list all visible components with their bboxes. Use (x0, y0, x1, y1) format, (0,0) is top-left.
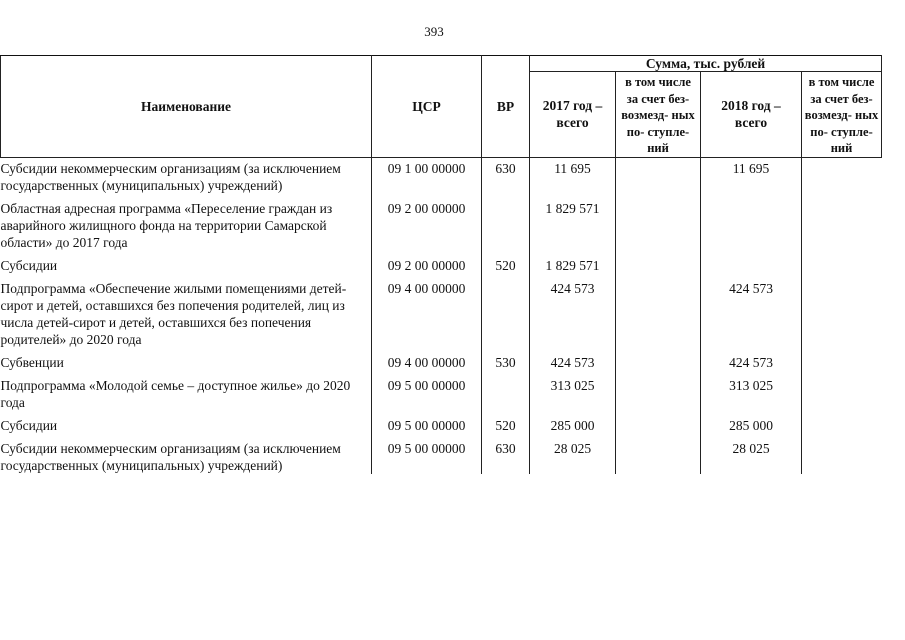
row-vr: 520 (482, 415, 530, 438)
row-2017-total: 424 573 (530, 278, 616, 352)
row-2018-total: 28 025 (701, 438, 802, 474)
row-2017-free (616, 375, 701, 415)
row-name: Субвенции (1, 352, 372, 375)
row-2018-total (701, 255, 802, 278)
header-2017-total: 2017 год – всего (530, 72, 616, 158)
row-2017-total: 424 573 (530, 352, 616, 375)
row-2018-free (802, 255, 882, 278)
page-number: 393 (424, 24, 444, 39)
table-row (1, 157, 882, 198)
row-2018-free (802, 438, 882, 474)
row-csr: 09 5 00 00000 (372, 415, 482, 438)
table-header (1, 56, 882, 158)
row-2017-total: 1 829 571 (530, 255, 616, 278)
table-row (1, 415, 882, 438)
row-2017-free (616, 438, 701, 474)
row-vr (482, 198, 530, 255)
row-name: Субсидии некоммерческим организациям (за исключением государственных (муниципальных) учреждений) (1, 438, 372, 474)
row-csr: 09 2 00 00000 (372, 198, 482, 255)
row-2017-total: 28 025 (530, 438, 616, 474)
row-2018-free (802, 352, 882, 375)
header-csr: ЦСР (372, 56, 482, 158)
row-vr: 520 (482, 255, 530, 278)
table-row (1, 438, 882, 474)
row-2017-free (616, 157, 701, 198)
table-row (1, 198, 882, 255)
row-2017-total: 11 695 (530, 157, 616, 198)
table-row (1, 255, 882, 278)
table-body (1, 157, 882, 474)
row-vr: 630 (482, 438, 530, 474)
budget-table (0, 55, 882, 474)
row-2017-free (616, 198, 701, 255)
row-2018-free (802, 278, 882, 352)
row-2017-free (616, 415, 701, 438)
row-2018-free (802, 415, 882, 438)
row-name: Субсидии некоммерческим организациям (за исключением государственных (муниципальных) учреждений) (1, 157, 372, 198)
header-sum: Сумма, тыс. рублей (530, 56, 882, 72)
row-name: Субсидии (1, 415, 372, 438)
row-2018-free (802, 375, 882, 415)
row-csr: 09 2 00 00000 (372, 255, 482, 278)
row-vr (482, 375, 530, 415)
row-csr: 09 1 00 00000 (372, 157, 482, 198)
row-csr: 09 5 00 00000 (372, 375, 482, 415)
table-row (1, 375, 882, 415)
row-2018-total (701, 198, 802, 255)
header-vr: ВР (482, 56, 530, 158)
header-name: Наименование (1, 56, 372, 158)
row-2018-total: 313 025 (701, 375, 802, 415)
table-row (1, 352, 882, 375)
row-csr: 09 4 00 00000 (372, 352, 482, 375)
row-2018-free (802, 157, 882, 198)
row-2017-total: 313 025 (530, 375, 616, 415)
row-2018-total: 11 695 (701, 157, 802, 198)
header-2017-free: в том числе за счет без- возмезд- ных по- ступле- ний (616, 72, 701, 158)
header-2018-total: 2018 год – всего (701, 72, 802, 158)
table-row (1, 278, 882, 352)
row-2017-free (616, 278, 701, 352)
row-name: Подпрограмма «Молодой семье – доступное жилье» до 2020 года (1, 375, 372, 415)
row-2017-free (616, 255, 701, 278)
row-2018-total: 424 573 (701, 352, 802, 375)
row-2018-total: 285 000 (701, 415, 802, 438)
row-name: Субсидии (1, 255, 372, 278)
header-2018-free: в том числе за счет без- возмезд- ных по- ступле- ний (802, 72, 882, 158)
row-vr: 630 (482, 157, 530, 198)
row-vr: 530 (482, 352, 530, 375)
row-2017-total: 285 000 (530, 415, 616, 438)
row-csr: 09 5 00 00000 (372, 438, 482, 474)
row-csr: 09 4 00 00000 (372, 278, 482, 352)
row-name: Подпрограмма «Обеспечение жилыми помещениями детей-сирот и детей, оставшихся без попечения родителей, лиц из числа детей-сирот и детей, оставшихся без попечения родителей» до 2020 года (1, 278, 372, 352)
row-name: Областная адресная программа «Переселение граждан из аварийного жилищного фонда на территории Самарской области» до 2017 года (1, 198, 372, 255)
row-2018-free (802, 198, 882, 255)
row-vr (482, 278, 530, 352)
row-2017-free (616, 352, 701, 375)
row-2018-total: 424 573 (701, 278, 802, 352)
row-2017-total: 1 829 571 (530, 198, 616, 255)
